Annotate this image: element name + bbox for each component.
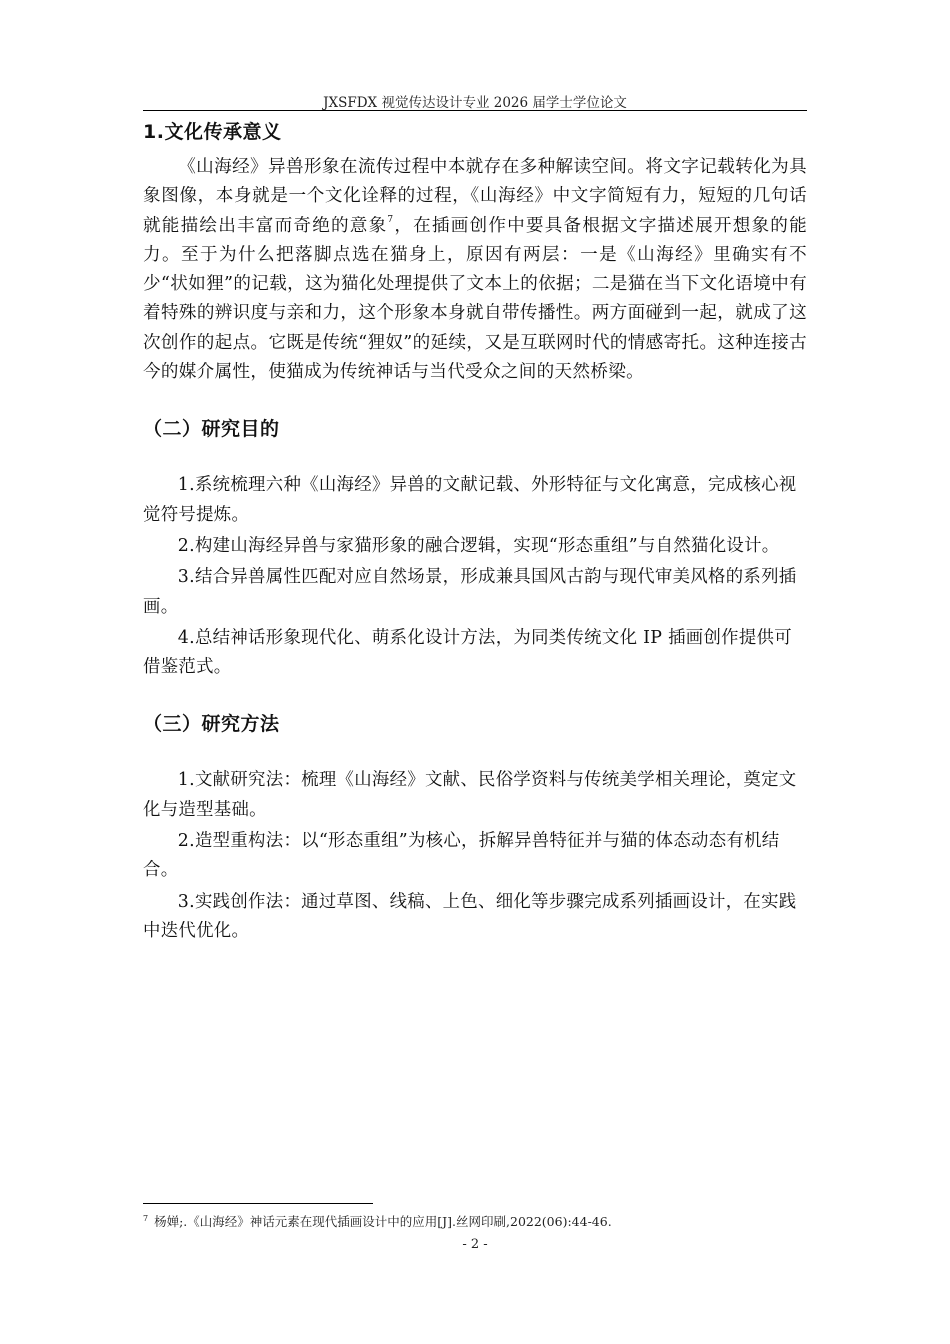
page-number: - 2 - [462,1237,488,1252]
section-heading-research-purpose: （二）研究目的 [143,418,280,441]
section-heading-cultural-significance: 1.文化传承意义 [143,121,282,143]
methods-list [143,766,807,946]
page-body [143,115,807,946]
section-heading-research-methods: （三）研究方法 [143,713,280,736]
purpose-item: 2.构建山海经异兽与家猫形象的融合逻辑，实现“形态重组”与自然猫化设计。 [177,535,780,556]
purpose-item: 3.结合异兽属性匹配对应自然场景，形成兼具国风古韵与现代审美风格的系列插画。 [143,567,797,617]
footnote-rule [143,1203,373,1204]
footnote-text: 杨婵;.《山海经》神话元素在现代插画设计中的应用[J].丝网印刷,2022(06):44-46. [154,1214,612,1229]
purpose-item: 4.总结神话形象现代化、萌系化设计方法，为同类传统文化 IP 插画创作提供可借鉴范式。 [143,627,792,678]
method-item: 2.造型重构法：以“形态重组”为核心，拆解异兽特征并与猫的体态动态有机结合。 [143,831,780,881]
method-item: 3.实践创作法：通过草图、线稿、上色、细化等步骤完成系列插画设计，在实践中迭代优化。 [143,891,797,941]
footnote-ref: 7 [387,214,394,225]
method-item: 1.文献研究法：梳理《山海经》文献、民俗学资料与传统美学相关理论，奠定文化与造型基础。 [143,770,797,820]
running-header: JXSFDX 视觉传达设计专业 2026 届学士学位论文 [323,95,627,111]
purpose-item: 1.系统梳理六种《山海经》异兽的文献记载、外形特征与文化寓意，完成核心视觉符号提炼。 [143,475,797,525]
paragraph-text-cont: ，在插画创作中要具备根据文字描述展开想象的能力。至于为什么把落脚点选在猫身上，原因有两层：一是《山海经》里确实有不少“状如狸”的记载，这为猫化处理提供了文本上的依据；二是猫在当下文化语境中有着特殊的辨识度与亲和力，这个形象本身就自带传播性。两方面碰到一起，就成了这次创作的起点。它既是传统“狸奴”的延续，又是互联网时代的情感寄托。这种连接古今的媒介属性，使猫成为传统神话与当代受众之间的天然桥梁。 [143,215,807,383]
paragraph-text: 《山海经》异兽形象在流传过程中本就存在多种解读空间。将文字记载转化为具象图像，本身就是一个文化诠释的过程，《山海经》中文字简短有力，短短的几句话就能描绘出丰富而奇绝的意象 [143,157,807,236]
body-paragraph [143,153,807,387]
footnote-number: 7 [143,1214,149,1223]
purpose-list [143,471,807,682]
header-rule [143,110,807,111]
footnote [143,1212,807,1230]
